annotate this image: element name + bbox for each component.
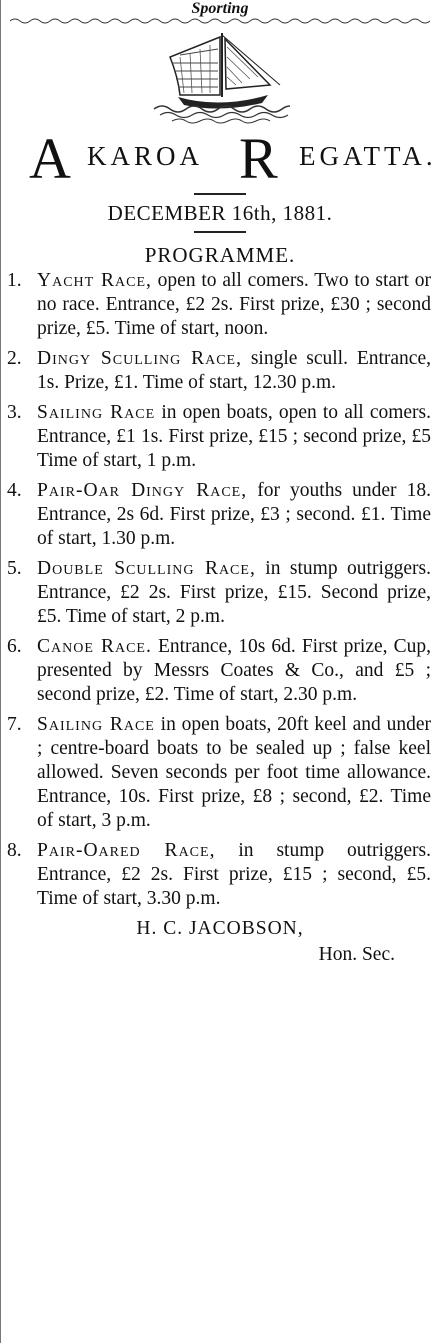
wavy-divider [10, 17, 430, 25]
race-number: 4. [7, 480, 22, 501]
regatta-date: DECEMBER 16th, 1881. [107, 201, 333, 225]
race-item [7, 557, 433, 629]
race-number: 7. [7, 714, 22, 735]
section-label: Sporting [191, 0, 249, 17]
race-title: Canoe Race. [37, 636, 152, 657]
masthead-word-karoa: KAROA [87, 141, 204, 171]
masthead-initial-a: A [29, 126, 75, 191]
race-item [7, 635, 433, 707]
masthead-title [7, 126, 437, 193]
race-title: Sailing Race [37, 402, 156, 423]
race-details: Entrance, 10s 6d. First prize, Cup, presented by Messrs Coates & Co., and £5 ; second prize, £2. Time of start, 2.30 p.m. [37, 636, 431, 705]
race-details: in stump outriggers. Entrance, £2 2s. First prize, £15 ; second, £5. Time of start, 3.30 p.m. [37, 840, 431, 909]
race-item [7, 713, 433, 833]
race-title: Double Sculling Race, [37, 558, 256, 579]
race-title: Yacht Race, [37, 270, 152, 291]
signature-name: H. C. JACOBSON, [136, 918, 304, 939]
race-title: Pair-Oar Dingy Race, [37, 480, 248, 501]
race-title: Pair-Oared Race, [37, 840, 216, 861]
race-title: Dingy Sculling Race, [37, 348, 242, 369]
race-title: Sailing Race [37, 714, 155, 735]
race-details: in open boats, open to all comers. Entrance, £1 1s. First prize, £15 ; second prize, £5 Time of start, 1 p.m. [37, 402, 432, 471]
race-details: single scull. Entrance, 1s. Prize, £1. Time of start, 12.30 p.m. [37, 348, 431, 393]
race-details: in open boats, 20ft keel and under ; centre-board boats to be sealed up ; false keel allowed. Seven seconds per foot time allowance. Entrance, 10s. First prize, £8 ; second, £2. Time of start, 3 p.m. [37, 714, 431, 831]
rule-divider [194, 193, 246, 195]
masthead-initial-r: R [239, 126, 282, 191]
race-item [7, 839, 433, 911]
race-details: open to all comers. Two to start or no race. Entrance, £2 2s. First prize, £30 ; second prize, £5. Time of start, noon. [37, 270, 431, 339]
race-number: 8. [7, 840, 22, 861]
race-details: for youths under 18. Entrance, 2s 6d. First prize, £3 ; second. £1. Time of start, 1.30 p.m. [37, 480, 431, 549]
sailboat-illustration-icon [150, 27, 290, 125]
race-details: in stump outriggers. Entrance, £2 2s. First prize, £15. Second prize, £5. Time of start, 2 p.m. [37, 558, 431, 627]
programme-heading: PROGRAMME. [144, 243, 296, 267]
race-item [7, 479, 433, 551]
race-number: 6. [7, 636, 22, 657]
race-number: 5. [7, 558, 22, 579]
race-item [7, 347, 433, 395]
race-number: 3. [7, 402, 22, 423]
signature-role: Hon. Sec. [318, 944, 395, 965]
race-item [7, 401, 433, 473]
race-item [7, 269, 433, 341]
masthead-word-egatta: EGATTA. [299, 141, 437, 171]
race-number: 1. [7, 270, 22, 291]
race-number: 2. [7, 348, 22, 369]
race-list [7, 269, 433, 911]
rule-divider [194, 231, 246, 233]
